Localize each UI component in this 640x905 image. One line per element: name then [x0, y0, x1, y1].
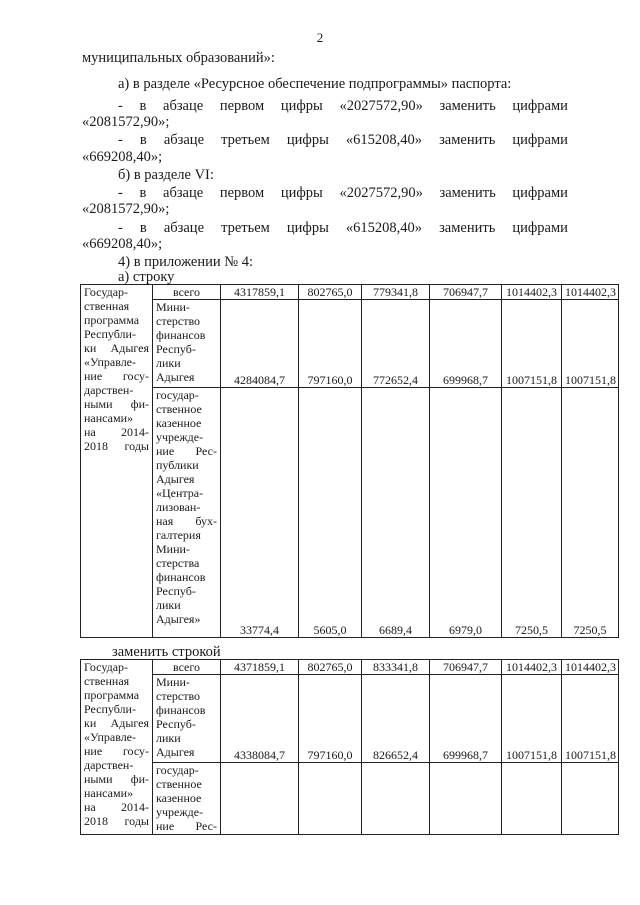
table-row [81, 388, 619, 638]
total-label-cell: всего [153, 660, 221, 675]
value-cell: 699968,7 [430, 300, 502, 388]
value-cell: 4317859,1 [221, 285, 299, 300]
value-cell: 706947,7 [430, 660, 502, 675]
total-label-cell: всего [153, 285, 221, 300]
ministry-cell: Мини- стерство финансов Респуб- лики Адыгея [153, 300, 221, 388]
value-cell: 4284084,7 [221, 300, 299, 388]
table-row [81, 675, 619, 763]
value-cell [430, 763, 502, 835]
value-cell: 7250,5 [502, 388, 562, 638]
intro-line-1: муниципальных образований»: [82, 50, 275, 66]
amendment-continuation: «669208,40»; [82, 149, 163, 165]
value-cell: 4338084,7 [221, 675, 299, 763]
page-number: 2 [316, 30, 324, 45]
value-cell: 5605,0 [299, 388, 362, 638]
value-cell: 802765,0 [299, 285, 362, 300]
value-cell: 706947,7 [430, 285, 502, 300]
value-cell: 699968,7 [430, 675, 502, 763]
table-row [81, 763, 619, 835]
value-cell: 1014402,3 [562, 285, 619, 300]
intro-line-2: а) в разделе «Ресурсное обеспечение подпрограммы» паспорта: [118, 76, 512, 92]
value-cell: 33774,4 [221, 388, 299, 638]
value-cell: 7250,5 [562, 388, 619, 638]
institution-cell: государ- ственное казенное учрежде- ние Рес- публики Адыгея «Центра- лизован- ная бух- галтерия Мини- стерства финансов Респуб- лики Адыгея» [153, 388, 221, 638]
budget-table-replacement [80, 659, 619, 835]
ministry-cell: Мини- стерство финансов Респуб- лики Адыгея [153, 675, 221, 763]
value-cell: 1014402,3 [502, 285, 562, 300]
program-name-cell: Государ- ственная программа Республи- ки Адыгея «Управле- ние госу- дарствен- ными фи- нансами» на 2014- 2018 годы [81, 285, 153, 638]
value-cell: 1007151,8 [562, 300, 619, 388]
value-cell: 6689,4 [362, 388, 430, 638]
value-cell [502, 763, 562, 835]
section-heading: б) в разделе VI: [118, 167, 214, 183]
value-cell [562, 763, 619, 835]
value-cell: 4371859,1 [221, 660, 299, 675]
value-cell: 779341,8 [362, 285, 430, 300]
amendment-line: - в абзаце первом цифры «2027572,90» заменить цифрами [118, 185, 568, 201]
amendment-line: - в абзаце третьем цифры «615208,40» заменить цифрами [118, 132, 568, 148]
table-row [81, 285, 619, 300]
appendix-line: 4) в приложении № 4: [118, 254, 253, 270]
replace-label: заменить строкой [112, 644, 221, 660]
amendment-line: - в абзаце первом цифры «2027572,90» заменить цифрами [118, 98, 568, 114]
program-name-cell: Государ- ственная программа Республи- ки Адыгея «Управле- ние госу- дарствен- ными фи- нансами» на 2014- 2018 годы [81, 660, 153, 835]
row-label: а) строку [118, 269, 175, 285]
budget-table-original [80, 284, 619, 638]
value-cell: 1007151,8 [502, 300, 562, 388]
value-cell: 833341,8 [362, 660, 430, 675]
value-cell: 826652,4 [362, 675, 430, 763]
amendment-continuation: «2081572,90»; [82, 114, 170, 130]
value-cell [299, 763, 362, 835]
value-cell: 6979,0 [430, 388, 502, 638]
table-row [81, 300, 619, 388]
value-cell [221, 763, 299, 835]
amendment-continuation: «2081572,90»; [82, 201, 170, 217]
value-cell: 1014402,3 [562, 660, 619, 675]
institution-cell: государ- ственное казенное учрежде- ние Рес- [153, 763, 221, 835]
amendment-line: - в абзаце третьем цифры «615208,40» заменить цифрами [118, 220, 568, 236]
value-cell: 772652,4 [362, 300, 430, 388]
value-cell: 1014402,3 [502, 660, 562, 675]
value-cell: 797160,0 [299, 675, 362, 763]
value-cell: 802765,0 [299, 660, 362, 675]
table-row [81, 660, 619, 675]
value-cell: 797160,0 [299, 300, 362, 388]
amendment-continuation: «669208,40»; [82, 236, 163, 252]
value-cell [362, 763, 430, 835]
value-cell: 1007151,8 [562, 675, 619, 763]
value-cell: 1007151,8 [502, 675, 562, 763]
